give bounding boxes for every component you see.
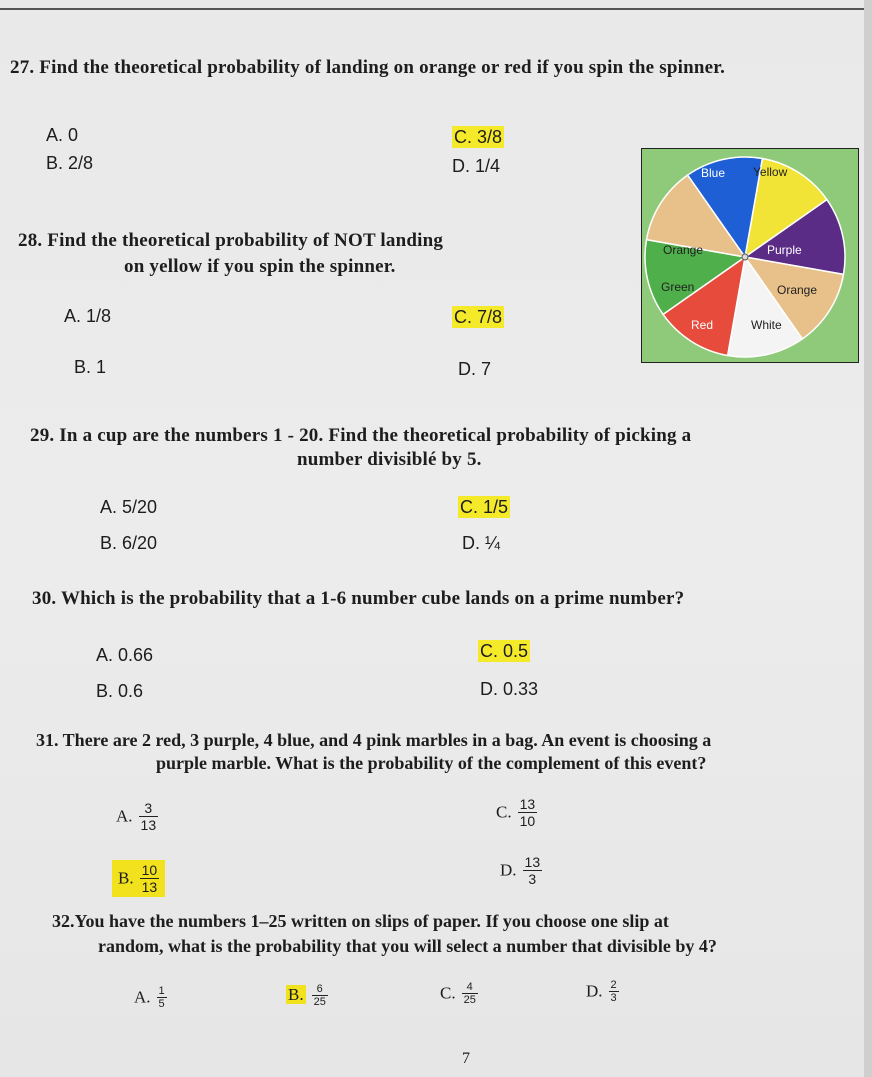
q31-d-numerator: 13 [524, 854, 541, 870]
q32-b-numerator: 6 [312, 983, 328, 996]
q27-option-d[interactable]: D. 1/4 [452, 156, 501, 176]
q30-option-d[interactable]: D. 0.33 [480, 679, 539, 699]
q28-option-c-highlight: C. 7/8 [454, 307, 503, 327]
question-29-line2: number divisiblé by 5. [297, 449, 482, 470]
question-32-line1: 32.You have the numbers 1–25 written on slips of paper. If you choose one slip at [52, 911, 669, 931]
q28-option-a[interactable]: A. 1/8 [64, 306, 112, 326]
q32-d-numerator: 2 [610, 979, 617, 991]
q31-d-letter: D. [500, 860, 517, 880]
question-31-line2: purple marble. What is the probability of the complement of this event? [156, 753, 707, 773]
spinner-label-yellow: Yellow [753, 165, 788, 179]
spinner-label-purple: Purple [767, 243, 802, 257]
question-30: 30. Which is the probability that a 1-6 number cube lands on a prime number? [32, 588, 685, 609]
right-edge-shadow [864, 0, 872, 1077]
spinner-label-red: Red [691, 318, 714, 332]
q30-option-a[interactable]: A. 0.66 [96, 645, 154, 665]
question-32-line2: random, what is the probability that you will select a number that divisible by 4? [98, 936, 717, 956]
spinner-label-orange-left: Orange [663, 243, 704, 257]
spinner-svg [641, 148, 859, 363]
spinner-label-white: White [751, 318, 782, 332]
q27-option-c-highlight: C. 3/8 [454, 127, 503, 147]
q31-a-letter: A. [116, 806, 133, 826]
q32-c-numerator: 4 [462, 981, 478, 994]
q31-a-denominator: 13 [140, 817, 157, 833]
top-border-line [0, 8, 872, 10]
q28-option-d[interactable]: D. 7 [458, 359, 492, 379]
question-31-line1: 31. There are 2 red, 3 purple, 4 blue, and 4 pink marbles in a bag. An event is choosing a [36, 730, 712, 750]
q32-option-b[interactable] [286, 983, 328, 1008]
q29-option-c[interactable] [458, 497, 510, 518]
question-28-line2: on yellow if you spin the spinner. [124, 256, 396, 277]
q32-d-fraction [609, 979, 619, 1004]
q28-option-c[interactable] [452, 307, 504, 328]
q31-b-fraction [140, 862, 160, 895]
q32-a-denominator: 5 [158, 998, 165, 1010]
q31-b-denominator: 13 [141, 879, 158, 895]
q31-d-fraction [523, 854, 543, 887]
q32-b-denominator: 25 [313, 996, 326, 1008]
q27-option-a[interactable]: A. 0 [46, 125, 79, 145]
q32-b-fraction [312, 983, 328, 1008]
q32-a-fraction [157, 985, 167, 1010]
q31-a-numerator: 3 [139, 800, 159, 817]
q27-option-b[interactable]: B. 2/8 [46, 153, 94, 173]
q29-option-a[interactable]: A. 5/20 [100, 497, 158, 517]
q31-c-fraction [518, 796, 538, 829]
q32-option-d[interactable] [586, 979, 619, 1004]
spinner-image [641, 148, 859, 363]
q32-c-denominator: 25 [463, 994, 476, 1006]
q31-b-letter: B. [118, 868, 134, 888]
q29-option-c-highlight: C. 1/5 [460, 497, 509, 517]
q27-option-c[interactable] [452, 127, 504, 148]
q32-d-letter: D. [586, 981, 603, 1001]
spinner-label-green: Green [661, 280, 695, 294]
q32-c-fraction [462, 981, 478, 1006]
q31-c-numerator: 13 [519, 796, 536, 812]
q32-d-denominator: 3 [610, 992, 617, 1004]
q31-d-denominator: 3 [528, 871, 537, 887]
q32-c-letter: C. [440, 983, 456, 1003]
q32-b-letter: B. [288, 985, 304, 1005]
spinner-label-orange-right: Orange [777, 283, 818, 297]
question-27: 27. Find the theoretical probability of landing on orange or red if you spin the spinner. [10, 57, 726, 78]
q28-option-b[interactable]: B. 1 [74, 357, 107, 377]
q29-option-d[interactable]: D. ¼ [462, 533, 501, 553]
spinner-label-blue: Blue [701, 166, 726, 180]
question-28-line1: 28. Find the theoretical probability of NOT landing [18, 230, 444, 251]
q30-option-b[interactable]: B. 0.6 [96, 681, 144, 701]
q31-option-d[interactable] [500, 854, 542, 887]
q31-option-c[interactable] [496, 796, 537, 829]
q30-option-c[interactable] [478, 641, 530, 662]
page-number: 7 [462, 1050, 470, 1067]
q31-option-a[interactable] [116, 800, 158, 833]
q31-c-denominator: 10 [519, 813, 536, 829]
q30-option-c-highlight: C. 0.5 [480, 641, 529, 661]
q29-option-b[interactable]: B. 6/20 [100, 533, 158, 553]
q32-a-numerator: 1 [158, 985, 165, 997]
q31-b-numerator: 10 [141, 862, 158, 878]
q32-option-a[interactable] [134, 985, 167, 1010]
q31-a-fraction [139, 800, 159, 833]
q32-a-letter: A. [134, 987, 151, 1007]
question-29-line1: 29. In a cup are the numbers 1 - 20. Find the theoretical probability of picking a [30, 425, 692, 446]
spinner-center-pin [742, 254, 748, 260]
q31-option-b[interactable] [112, 860, 165, 897]
q32-option-c[interactable] [440, 981, 478, 1006]
q31-c-letter: C. [496, 802, 512, 822]
